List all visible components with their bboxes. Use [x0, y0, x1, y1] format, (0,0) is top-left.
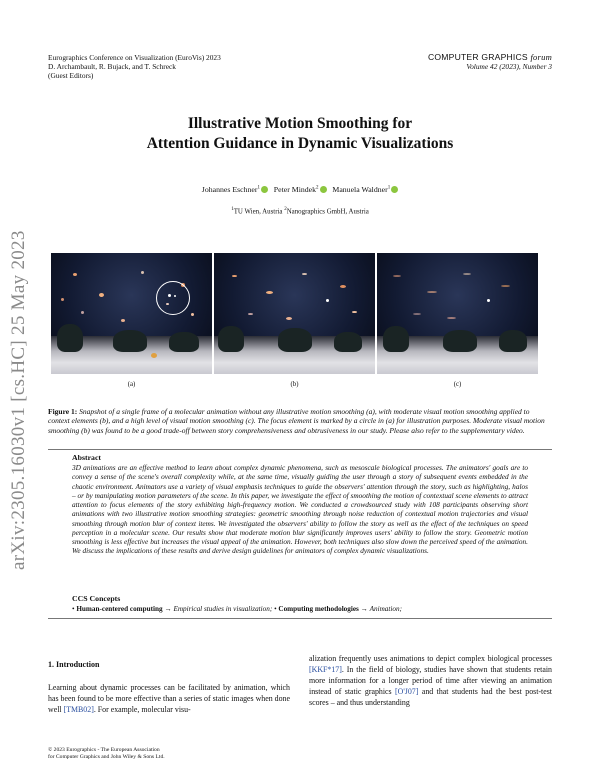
focus-circle: [156, 281, 190, 315]
orcid-icon[interactable]: [261, 186, 268, 193]
ccs-concepts: • Human-centered computing → Empirical studies in visualization; • Computing methodologies → Animation;: [72, 605, 402, 613]
panel-label-b: (b): [290, 381, 299, 388]
intro-left-column: 1. Introduction Learning about dynamic processes can be facilitated by animation, which has been found to be more effective than a series of static images when done well [TMB02]. For example, molecular visu-: [48, 660, 290, 714]
affiliations: $^1$TU Wien, Austria $^2$Nanographics GmbH, Austria: [231, 207, 369, 216]
abstract-top-rule: [48, 449, 552, 450]
section-heading-introduction: 1. Introduction: [48, 660, 100, 669]
orcid-icon[interactable]: [391, 186, 398, 193]
ccs-heading: CCS Concepts: [72, 594, 121, 603]
figure-caption: Figure 1: Snapshot of a single frame of a molecular animation without any illustrative motion smoothing (a), with moderate visual motion smoothing applied to context elements (b), and a high level of visual motion smoothing (c). The focus element is marked by a circle in (a) for illustration purposes. Moderate visual motion smoothing (b) was found to be a good trade-off between story comprehensiveness and obtrusiveness in our study. Please also refer to the supplementary video.: [48, 407, 545, 435]
conference-name: Eurographics Conference on Visualization (EuroVis) 2023: [48, 53, 221, 62]
guest-editors-label: (Guest Editors): [48, 71, 94, 80]
copyright-notice: © 2023 Eurographics - The European Association for Computer Graphics and John Wiley & Sons Ltd.: [48, 747, 165, 760]
arxiv-identifier: arXiv:2305.16030v1 [cs.HC] 25 May 2023: [8, 230, 29, 570]
intro-right-column: alization frequently uses animations to depict complex biological processes [KKF*17]. In the field of biology, studies have shown that students retain more information for a longer period of time after viewing an animation instead of static graphics [O'J07] and that students had the best post-test scores – and thus understanding: [309, 654, 552, 707]
abstract-text: 3D animations are an effective method to learn about complex dynamic phenomena, such as mesoscale biological processes. The animators' goals are to convey a sense of the scene's overall complexity while, at the same time, visually guiding the user through a story of subsequent events embedded in the chaotic environment. Animators use a variety of visual emphasis techniques to guide the observers' attention through the story, such as highlighting, halos – or by manipulating motion parameters of the scene. In this paper, we investigate the effect of smoothing the motion of contextual scene elements to attract attention to focus elements of the story exhibiting high-frequency motion. We conducted a crowdsourced study with 108 participants observing short animations with two illustrative motion smoothing strategies: geometric smoothing through noise reduction of contextual motion trajectories and visual smoothing through motion blur of context items. We investigated the observers' ability to follow the story as well as the effect of the techniques on speed perception in a molecular scene. Our results show that moderate motion blur significantly improves users' ability to follow the story. Geometric motion smoothing is less effective but increases the visual appeal of the animation. However, both techniques also slow down the perceived speed of the animation. We discuss the implications of these results and derive design guidelines for animators of complex dynamic visualizations.: [72, 463, 528, 556]
author-2: Peter Mindek$^2$: [274, 185, 327, 194]
abstract-heading: Abstract: [72, 453, 102, 462]
citation-link[interactable]: [KKF*17]: [309, 664, 342, 674]
citation-link[interactable]: [O'J07]: [395, 686, 419, 696]
conference-header: [48, 53, 221, 80]
figure-panel-a: [51, 253, 212, 374]
citation-link[interactable]: [TMB02]: [63, 704, 94, 714]
author-3: Manuela Waldner$^1$: [332, 185, 398, 194]
author-list: [0, 185, 600, 194]
author-1: Johannes Eschner$^1$: [202, 185, 268, 194]
figure-panel-c: [377, 253, 538, 374]
abstract-bottom-rule: [48, 618, 552, 619]
orcid-icon[interactable]: [320, 186, 327, 193]
journal-volume: Volume 42 (2023), Number 3: [466, 62, 552, 71]
paper-title: Illustrative Motion Smoothing for Attention Guidance in Dynamic Visualizations: [146, 115, 454, 152]
panel-label-a: (a): [127, 381, 136, 388]
panel-label-c: (c): [453, 381, 462, 388]
journal-header: [428, 53, 552, 71]
editors-line: D. Archambault, R. Bujack, and T. Schreck: [48, 62, 177, 71]
journal-name: COMPUTER GRAPHICS forum: [428, 52, 552, 62]
figure-panel-b: [214, 253, 375, 374]
